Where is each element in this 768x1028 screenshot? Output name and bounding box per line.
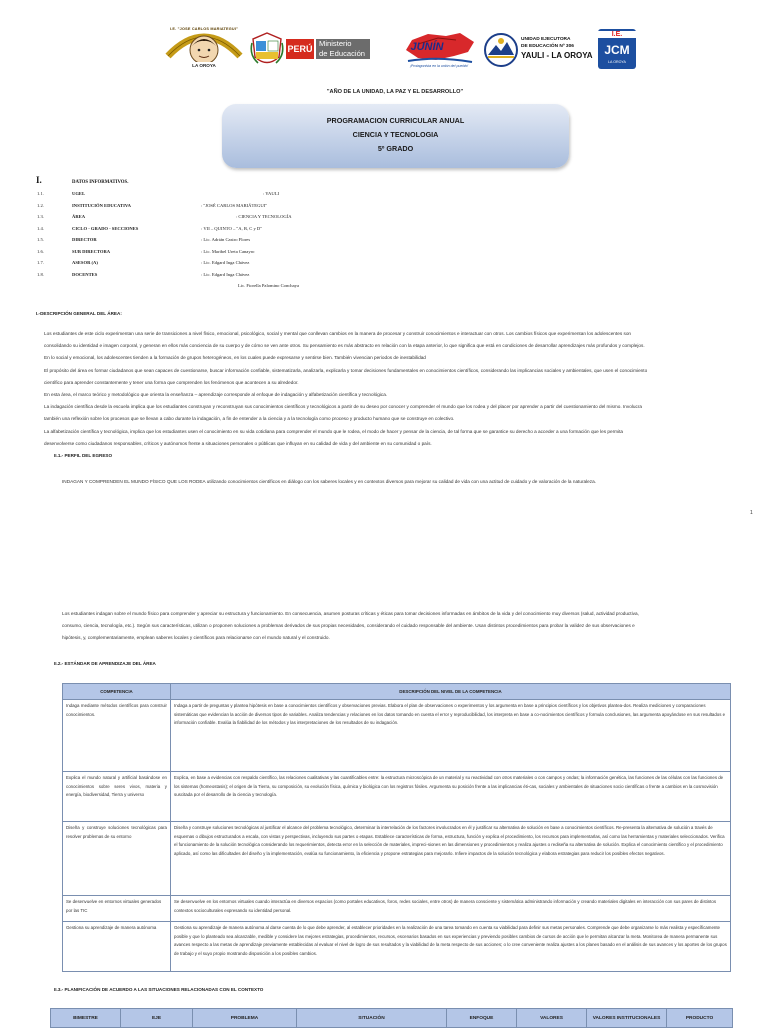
table-row bbox=[63, 922, 731, 972]
competencia-cell: Se desenvuelve en entornos virtuales generados por las TIC bbox=[63, 896, 171, 922]
datos-row bbox=[37, 226, 437, 238]
datos-num: 1.4. bbox=[37, 225, 44, 231]
logo-peru-minedu bbox=[250, 30, 370, 70]
lower-paragraph bbox=[62, 608, 732, 645]
competencia-cell: Gestiona su aprendizaje de manera autónoma bbox=[63, 922, 171, 972]
datos-label: DIRECTOR bbox=[72, 237, 97, 242]
col-enfoque: ENFOQUE bbox=[447, 1009, 517, 1028]
paragraph-line: Los estudiantes de este ciclo experimentan una serie de transiciones a nivel físico, emocional, psicológico, social y mental que conllevan cambios en la manera de procesar y construir conocimientos e interactuar con otros. Los cambios físicos que experimentan los adolescentes son bbox=[44, 331, 632, 336]
paragraph-line: científico para aprender constantemente y tener una forma que comprenden los fenómenos que acontecen a su alrededor. bbox=[44, 379, 299, 385]
datos-label: DOCENTES bbox=[72, 271, 98, 277]
section1-body bbox=[44, 328, 730, 450]
datos-value: : Lic. Maribel Ureta Canayro bbox=[201, 248, 255, 254]
header-descripcion: DESCRIPCIÓN DEL NIVEL DE LA COMPETENCIA bbox=[171, 684, 731, 700]
competencia-cell: Indaga mediante métodos científicos para construir conocimientos. bbox=[63, 700, 171, 772]
peru-label: PERÚ bbox=[286, 39, 314, 59]
junin-label: JUNÍN bbox=[410, 41, 444, 53]
table-header-row bbox=[63, 684, 731, 700]
logo-school-place: LA OROYA bbox=[192, 63, 216, 68]
planning-header-row bbox=[51, 1009, 733, 1028]
datos-num: 1.2. bbox=[37, 202, 44, 208]
section-roman-numeral: I. bbox=[36, 175, 42, 185]
datos-row bbox=[37, 191, 437, 203]
datos-row bbox=[37, 260, 437, 272]
descripcion-cell: Indaga a partir de preguntas y plantea hipótesis en base a conocimientos científicos y observaciones previas. Elabora el plan de observaciones o experimentos y los argumenta en base a principios científicos y los objetivos plantea-dos. Realiza mediciones y comparaciones sistemáticas que evidencian la acción de diversos tipos de variables. Analiza tendencias y relaciones en los datos tomando en cuenta el error y reproducibilidad, los interpreta en base a co-nocimientos científicos y formula conclusiones, las argumenta apoyándose en sus resultados e información confiable. Evalúa la fiabilidad de los métodos y las interpretaciones de los resultados de su indagación. bbox=[171, 700, 731, 772]
datos-num: 1.6. bbox=[37, 248, 44, 254]
perfil-egreso-text: INDAGAN Y COMPRENDEN EL MUNDO FÍSICO QUE LOS RODEA utilizando conocimientos científicos en diálogo con los saberes locales y en contextos diversos para mejorar su calidad de vida con una actitud de cuidado y de valoración de la naturaleza. bbox=[62, 479, 597, 484]
paragraph-line: La alfabetización científica y tecnológica, implica que los estudiantes usen el conocimiento en su vida cotidiana para comprender el mundo que le rodea, el modo de hacer y pensar de la ciencia, de tal forma que se garantice su derecho a acceder a una formación que les permita bbox=[44, 428, 623, 434]
jcm-bottom-label: LA OROYA bbox=[608, 60, 626, 64]
title-line2: CIENCIA Y TECNOLOGIA bbox=[352, 130, 439, 139]
paragraph-line: hipótesis, y, complementariamente, emplean saberes locales y científicos para relacionarse con el mundo natural y el construido. bbox=[62, 635, 330, 641]
col-valores-institucionales: VALORES INSTITUCIONALES bbox=[587, 1009, 667, 1028]
descripcion-cell: Gestiona su aprendizaje de manera autónoma al darse cuenta de lo que debe aprender, al establecer prioridades en la realización de una tarea tomando en cuenta su viabilidad para definir sus metas personales. Comprende que debe organizarse lo más realista y específicamente posible y que lo planteado sea alcanzable, medible y considere las mejores estrategias, procedimientos, recursos, escenarios basados en sus experiencias y previendo posibles cambios de cursos de acción que le permitan alcanzar la meta. Monitorea de manera permanente sus avances respecto a las metas de aprendizaje previamente establecidas al evaluar el nivel de logro de sus resultados y la viabilidad de la meta respecto de sus acciones; o lo cree conveniente realiza ajustes a los planes basado en el análisis de sus avances y los aportes de los grupos de trabajo y el suyo propio mostrando disposición a los posibles cambios. bbox=[171, 922, 731, 972]
junin-slogan: ¡Protagonista en la unión del pueblo! bbox=[409, 64, 469, 68]
paragraph-line: El propósito del área es formar ciudadanos que sean capaces de cuestionarse, buscar información confiable, sistematizarla, analizarla, explicarla y tomar decisiones fundamentales en conocimientos científicos, considerando las implicancias sociales y ambientales, que usen el conocimiento bbox=[44, 367, 648, 373]
header-competencia: COMPETENCIA bbox=[63, 684, 171, 700]
datos-row bbox=[37, 249, 437, 261]
datos-num: 1.5. bbox=[37, 237, 44, 242]
table-row bbox=[63, 896, 731, 922]
datos-row bbox=[37, 203, 437, 215]
section2-heading: II.1.- PERFIL DEL EGRESO bbox=[54, 453, 113, 458]
col-producto: PRODUCTO bbox=[667, 1009, 733, 1028]
planning-table bbox=[50, 1008, 733, 1028]
competencia-cell: Explica el mundo natural y artificial basándose en conocimientos sobre seres vivos, materia y energía, biodiversidad, Tierra y universo bbox=[63, 772, 171, 822]
col-situacion: SITUACIÓN bbox=[297, 1009, 447, 1028]
paragraph-line: La indagación científica desde la escuela implica que los estudiantes construyan y reconstruyan sus conocimientos científicos y tecnológicos a partir de su deseo por conocer y comprender el mundo que los rodea y del placer por aprender a partir del cuestionamiento del mismo. Involucra bbox=[44, 404, 642, 410]
datos-value: : YAULI bbox=[263, 191, 280, 196]
section3-heading: II.2.- ESTÁNDAR DE APRENDIZAJE DEL ÁREA bbox=[54, 661, 156, 666]
datos-label: CICLO - GRADO - SECCIONES bbox=[72, 225, 139, 231]
title-line3: 5º GRADO bbox=[377, 144, 414, 153]
paragraph-line: En lo social y emocional, los adolescentes tienden a la formación de grupos heterogéneos, en los cuales puede expresarse y sentirse bien. También vivencian periodos de inestabilidad bbox=[44, 355, 426, 361]
logo-jcm-badge bbox=[598, 29, 636, 69]
ugel-line3: YAULI - LA OROYA bbox=[521, 51, 593, 60]
datos-extra-docente: Lic. Fiorella Palomino Conchaya bbox=[238, 283, 299, 288]
datos-label: UGEL bbox=[72, 191, 86, 196]
datos-num: 1.3. bbox=[37, 214, 44, 219]
datos-label: ASESOR (A) bbox=[72, 260, 98, 265]
logo-school-name: I.E. "JOSE CARLOS MARIATEGUI" bbox=[169, 27, 239, 31]
descripcion-cell: Diseña y construye soluciones tecnológicas al justificar el alcance del problema tecnológico, determinar la interrelación de los factores involucrados en él y justificar su alternativa de solución en base a conocimientos científicos. Re-presenta la alternativa de solución a través de esquemas o dibujos estructurados a escala, con vistas y perspectivas, incluyendo sus partes o etapas. Establece características de forma, estructura, función y explica el procedimiento, los recursos para implementarlas, así como las herramientas y materiales seleccionados. Verifica el funcionamiento de la solución tecnológica considerando los requerimientos, detecta error en la selección de materiales, impreci-siones en las dimensiones y procedimientos y realiza ajustes o rediseña su alternativa de solución. Explica el conocimiento científico y el procedimiento aplicado, así como las dificultades del diseño y la implementación, evalúa su funcionamiento, la eficiencia y propone estrategias para mejorarlo. Infiere impactos de la solución tecnológica y elabora estrategias para reducir los posibles efectos negativos. bbox=[171, 822, 731, 896]
page-number: 1 bbox=[750, 510, 753, 516]
datos-num: 1.8. bbox=[37, 271, 44, 277]
title-box bbox=[222, 104, 569, 168]
title-line1: PROGRAMACION CURRICULAR ANUAL bbox=[326, 116, 465, 125]
table-row bbox=[63, 772, 731, 822]
col-problema: PROBLEMA bbox=[193, 1009, 297, 1028]
section1-heading: I.-DESCRIPCIÓN GENERAL DEL ÁREA: bbox=[36, 311, 122, 316]
datos-row bbox=[37, 272, 437, 284]
datos-row bbox=[37, 283, 437, 295]
col-bimestre: BIMESTRE bbox=[51, 1009, 121, 1028]
datos-value: : "JOSÉ CARLOS MARIÁTEGUI" bbox=[201, 202, 268, 208]
table-row bbox=[63, 822, 731, 896]
datos-label: INSTITUCIÓN EDUCATIVA bbox=[72, 202, 131, 208]
peru-coat-of-arms-icon bbox=[250, 31, 284, 69]
logo-gobierno-junin bbox=[398, 30, 480, 70]
descripcion-cell: Explica, en base a evidencias con respaldo científico, las relaciones cualitativas y las cuantificables entre: la estructura microscópica de un material y su reactividad con otros materiales o con campos y ondas; la información genética, las funciones de las células con las funciones de los sistemas (homeostasis); el origen de la Tierra, su composición, su evolución física, química y biológica con los registros fósiles. Argumenta su posición frente a las implicancias éti-cas, sociales y ambientales de situaciones socio científicas o frente a cambios en la cosmovisión suscitada por el desarrollo de la ciencia y tecnología. bbox=[171, 772, 731, 822]
datos-value: : CIENCIA Y TECNOLOGÍA bbox=[236, 214, 292, 219]
jcm-top-label: I.E. bbox=[598, 31, 636, 38]
paragraph-line: Los estudiantes indagan sobre el mundo físico para comprender y apreciar su estructura y funcionamiento. En consecuencia, asumen posturas críticas y éticas para tomar decisiones informadas en ámbitos de la vida y del conocimiento muy diversos (salud, actividad productiva, bbox=[62, 611, 639, 616]
datos-label: SUB DIRECTORA bbox=[72, 248, 111, 254]
logo-jcm-school bbox=[162, 26, 246, 72]
paragraph-line: En esta área, el marco teórico y metodológico que orienta la enseñanza – aprendizaje corresponde al enfoque de indagación y alfabetización científica y tecnológica. bbox=[44, 392, 388, 398]
datos-heading: DATOS INFORMATIVOS. bbox=[72, 180, 129, 185]
paragraph-line: también una reflexión sobre los procesos que se llevan a cabo durante la indagación, a fin de entender a la ciencia y a la tecnología como proceso y producto humano que se construye en colectivo. bbox=[44, 416, 455, 422]
datos-row bbox=[37, 214, 437, 226]
ugel-line1: UNIDAD EJECUTORA bbox=[521, 37, 571, 42]
datos-value: : Lic. Edgard Inga Chávez bbox=[201, 260, 250, 265]
datos-value: : Lic. Edgard Inga Chávez bbox=[201, 271, 250, 277]
jcm-mid-label: JCM bbox=[604, 43, 630, 57]
paragraph-line: desenvolverse como ciudadanos responsables, críticos y autónomos frente a situaciones personales o públicas que influyan en su calidad de vida y del ambiente en su comunidad o país. bbox=[44, 440, 432, 446]
paragraph-line: consolidando su identidad e imagen corporal, y generan en ellos más conciencia de su cuerpo y de cómo se ven ante otros. Su pensamiento es más abstracto en relación con la etapa anterior, lo que significa que está en condiciones de desarrollar aprendizajes más profundos y complejos. bbox=[44, 343, 645, 349]
table-row bbox=[63, 700, 731, 772]
logo-ugel-yauli bbox=[484, 30, 594, 70]
datos-value: : Lic. Adrián Castro Flores bbox=[201, 237, 251, 242]
ugel-emblem-icon bbox=[484, 33, 518, 67]
col-valores: VALORES bbox=[517, 1009, 587, 1028]
section4-heading: II.3.- PLANIFICACIÓN DE ACUERDO A LAS SITUACIONES RELACIONADAS CON EL CONTEXTO bbox=[54, 987, 264, 992]
col-eje: EJE bbox=[121, 1009, 193, 1028]
ugel-line2: DE EDUCACIÓN Nº 306 bbox=[521, 44, 574, 49]
datos-num: 1.1. bbox=[37, 191, 44, 196]
datos-row bbox=[37, 237, 437, 249]
standards-table bbox=[62, 683, 731, 972]
paragraph-line: consumo, ciencia, tecnología, etc.). Según sus características, utilizan o proponen soluciones a problemas derivados de sus propias necesidades, considerando el cuidado responsable del ambiente. Usan distintos procedimientos para probar la validez de sus observaciones e bbox=[62, 623, 635, 629]
datos-value: : VII – QUINTO – "A, B, C y D" bbox=[201, 225, 263, 231]
year-motto: "AÑO DE LA UNIDAD, LA PAZ Y EL DESARROLLO" bbox=[326, 89, 464, 95]
competencia-cell: Diseña y construye soluciones tecnológicas para resolver problemas de su entorno bbox=[63, 822, 171, 896]
datos-label: ÁREA bbox=[72, 214, 86, 219]
ministerio-label: Ministerio de Educación bbox=[316, 39, 370, 59]
datos-num: 1.7. bbox=[37, 260, 44, 265]
datos-list bbox=[37, 191, 437, 295]
descripcion-cell: Se desenvuelve en los entornos virtuales cuando interactúa en diversos espacios (como portales educativos, foros, redes sociales, entre otros) de manera consciente y sistemática administrando información y creando materiales digitales en interacción con sus pares de distintos contextos socioculturales expresando su identidad personal. bbox=[171, 896, 731, 922]
